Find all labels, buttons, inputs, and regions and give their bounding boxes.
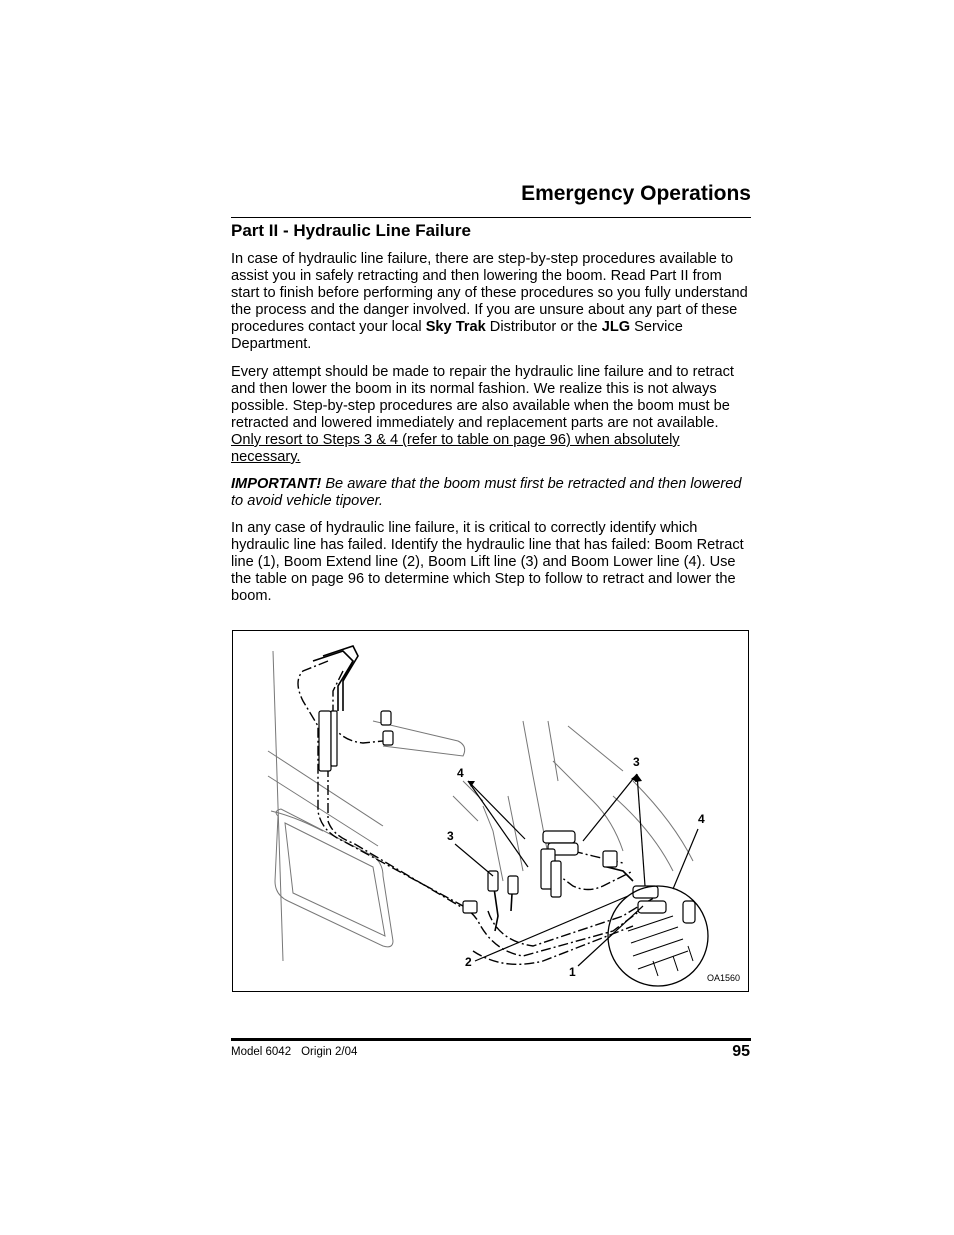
paragraph-identify: In any case of hydraulic line failure, it is critical to correctly identify which hydraulic line has failed. Identify the hydraulic line that has failed: Boom Retract line (1), Boom Extend line (2), Boom Lift line (3) and Boom Lower line (4). Use the table on page 96 to determine which Step to follow to retract and lower the boom. xyxy=(231,520,744,604)
footer-model: Model 6042 xyxy=(231,1046,292,1058)
brand-jlg: JLG xyxy=(601,319,631,335)
underlined-warning: Only resort to Steps 3 & 4 (refer to table on page 96) when absolutely necessary. xyxy=(231,432,680,465)
figure-id: OA1560 xyxy=(707,973,741,983)
footer-info xyxy=(231,1046,367,1058)
section-title: Part II - Hydraulic Line Failure xyxy=(231,221,471,240)
callout-4-right: 4 xyxy=(698,812,705,826)
header-rule xyxy=(231,217,751,218)
paragraph-intro: In case of hydraulic line failure, there are step-by-step procedures available to assist you in safely retracting and then lowering the boom. Read Part II from start to finish before performing any of these procedures so you fully understand the process and the danger involved. If you are unsure about any part of these procedures contact your local Sky Trak Distributor or the JLG Service Department. xyxy=(231,251,748,352)
footer-origin: Origin 2/04 xyxy=(301,1046,358,1058)
callout-2: 2 xyxy=(465,955,472,969)
page-number: 95 xyxy=(732,1043,750,1060)
callout-3-left: 3 xyxy=(447,829,454,843)
brand-sky-trak: Sky Trak xyxy=(425,319,486,335)
page-header-title: Emergency Operations xyxy=(521,182,751,205)
paragraph-repair: Every attempt should be made to repair the hydraulic line failure and to retract and then lower the boom in its normal fashion. We realize this is not always possible. Step-by-step procedures are also available when the boom must be retracted and lowered immediately and replacement parts are not available. Only resort to Steps 3 & 4 (refer to table on page 96) when absolutely necessary. xyxy=(231,364,734,465)
footer-rule xyxy=(231,1038,751,1041)
hydraulic-line-figure xyxy=(232,630,749,992)
callout-1: 1 xyxy=(569,965,576,979)
callout-3-right: 3 xyxy=(633,755,640,769)
paragraph-important: IMPORTANT! Be aware that the boom must first be retracted and then lowered to avoid vehicle tipover. xyxy=(231,476,742,509)
callout-4-left: 4 xyxy=(457,766,464,780)
important-label: IMPORTANT! xyxy=(231,476,322,492)
hydraulic-diagram-drawing xyxy=(233,631,748,991)
